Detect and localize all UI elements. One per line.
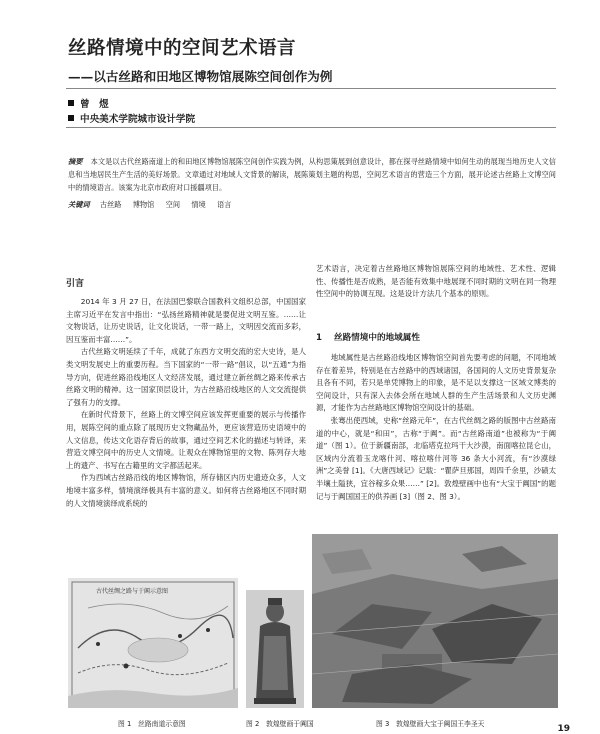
right-column-top <box>316 263 556 301</box>
figure-3-mural <box>312 534 558 708</box>
keyword: 空间 <box>165 200 181 209</box>
paragraph: 艺术语言，决定着古丝路地区博物馆展陈空间的地域性、艺术性、逻辑性、传播性是否成熟，是否能有效集中地展现不同时期的文明在同一物理性空间中的协调互现。这是设计方法几个基本的原则。 <box>316 264 556 299</box>
square-bullet-icon <box>68 115 74 121</box>
keyword: 博物馆 <box>132 200 155 209</box>
figure-3-caption: 图 3 敦煌壁画大宝于阗国王李圣天 <box>376 720 485 728</box>
paper-title: 丝路情境中的空间艺术语言 <box>68 38 297 59</box>
square-bullet-icon <box>68 100 74 106</box>
keyword: 语言 <box>217 200 232 209</box>
figure-1-map <box>68 578 238 708</box>
paragraph: 地域属性是古丝路沿线地区博物馆空间首先要考虑的问题，不同地域存在着差异，特别是在古丝路中的西域诸国，各国间的人文历史背景复杂且各有不同，若只是单凭博物上的印象，是不足以支撑这一区域文博类的空间设计，只有深入去体会所在地域人群的生产生活场景和人文历史渊源，才能作为古丝路地区博物馆空间设计的基础。 <box>316 353 556 413</box>
abstract-text: 本文是以古代丝路南道上的和田地区博物馆展陈空间创作实践为例，从构思策展到创意设计，都在探寻丝路情境中如何生动的展现当地历史人文信息和当地居民生产生活的美好场景。文章通过对地域人文背景的解读，展陈策划主题的构思，空间艺术语言的营造三个方面，展开论述古丝路上文博空间中的情境语言。该案为北京市政府对口援疆项目。 <box>68 157 556 192</box>
figure-1-caption: 图 1 丝路南道示意图 <box>118 720 186 728</box>
palace-illustration <box>312 534 558 708</box>
abstract <box>68 155 556 194</box>
abstract-label: 摘要 <box>68 157 83 166</box>
section-1-body <box>316 352 556 503</box>
paragraph: 古代丝路文明延续了千年，成就了东西方文明交流的宏大史诗，是人类文明发展史上的重要历程。当下国家的“一带一路”倡议，以“五通”为指导方向，促进丝路沿线地区人文经济发展，通过建立新丝绸之路来传承古丝路文明的精神。这一国家顶层设计，为古丝路沿线地区的人文交流提供了强有力的支撑。 <box>66 347 306 407</box>
mural-illustration <box>246 590 304 708</box>
section-heading-intro: 引言 <box>66 279 85 289</box>
author-name: 曾 煜 <box>68 96 109 110</box>
paragraph: 张骞出使西域，史称“丝路元年”，在古代丝绸之路的版图中古丝路南道的中心，就是“和田”，古称“于阗”。而“古丝路南道”也被称为“于阗道”（图 1）。位于新疆南部，北临塔克拉玛干大沙漠，南面喀拉昆仑山，区域内分流着玉龙喀什河、喀拉喀什河等 36 条大小河流，有“沙漠绿洲”之美誉 [1]。《大唐西域记》记载：“瞿萨旦那国，周四千余里，沙碛太半壤土隘狭，宜谷稼多众果……” [2]。敦煌壁画中也有“大宝于阗国”的题记与于阗国国王的供养画 [3]（图 2、图 3）。 <box>316 415 556 501</box>
intro-body <box>66 296 306 510</box>
author-affiliation: 中央美术学院城市设计学院 <box>68 111 195 125</box>
paragraph: 2014 年 3 月 27 日，在法国巴黎联合国教科文组织总部，中国国家主席习近平在发言中指出：“弘扬丝路精神就是要促进文明互鉴。……让文物说话，让历史说话，让文化说话，一带一路上，文明因交流而多彩，因互鉴而丰富……”。 <box>66 297 306 344</box>
divider-top <box>66 88 556 89</box>
keywords-label: 关键词 <box>68 200 90 209</box>
figure-2-mural <box>246 590 304 708</box>
paragraph: 在新时代背景下，丝路上的文博空间应该发挥更重要的展示与传播作用，展陈空间的重点除了展现历史文物藏品外，更应该营造历史语境中的人文信息，传达文化语存背后的故事，通过空间艺术化的描述与转译，来营造文博空间中的历史人文情境。让观众在博物馆里的文物、陈列存大地上的遗产、书写在古籍里的文字都活起来。 <box>66 410 306 470</box>
figure-2-caption: 图 2 敦煌壁画于阗国 <box>246 720 314 728</box>
keyword: 情境 <box>191 200 206 209</box>
keywords <box>68 200 240 210</box>
paper-subtitle: ——以古丝路和田地区博物馆展陈空间创作为例 <box>68 69 333 84</box>
paragraph: 作为西域古丝路沿线的地区博物馆，所存储区内历史遗迹众多，人文地境丰富多样，情境演绎极具有丰富的意义。如何将古丝路地区不同时期的人文情境演绎成系统的 <box>66 473 306 508</box>
page-number: 19 <box>557 724 570 734</box>
section-heading-1: 1 丝路情境中的地域属性 <box>316 333 420 343</box>
divider-bottom <box>66 127 556 128</box>
map-inset-title: 古代丝绸之路与于阗示意图 <box>96 588 169 595</box>
keyword: 古丝路 <box>99 200 122 209</box>
map-illustration <box>68 578 238 708</box>
